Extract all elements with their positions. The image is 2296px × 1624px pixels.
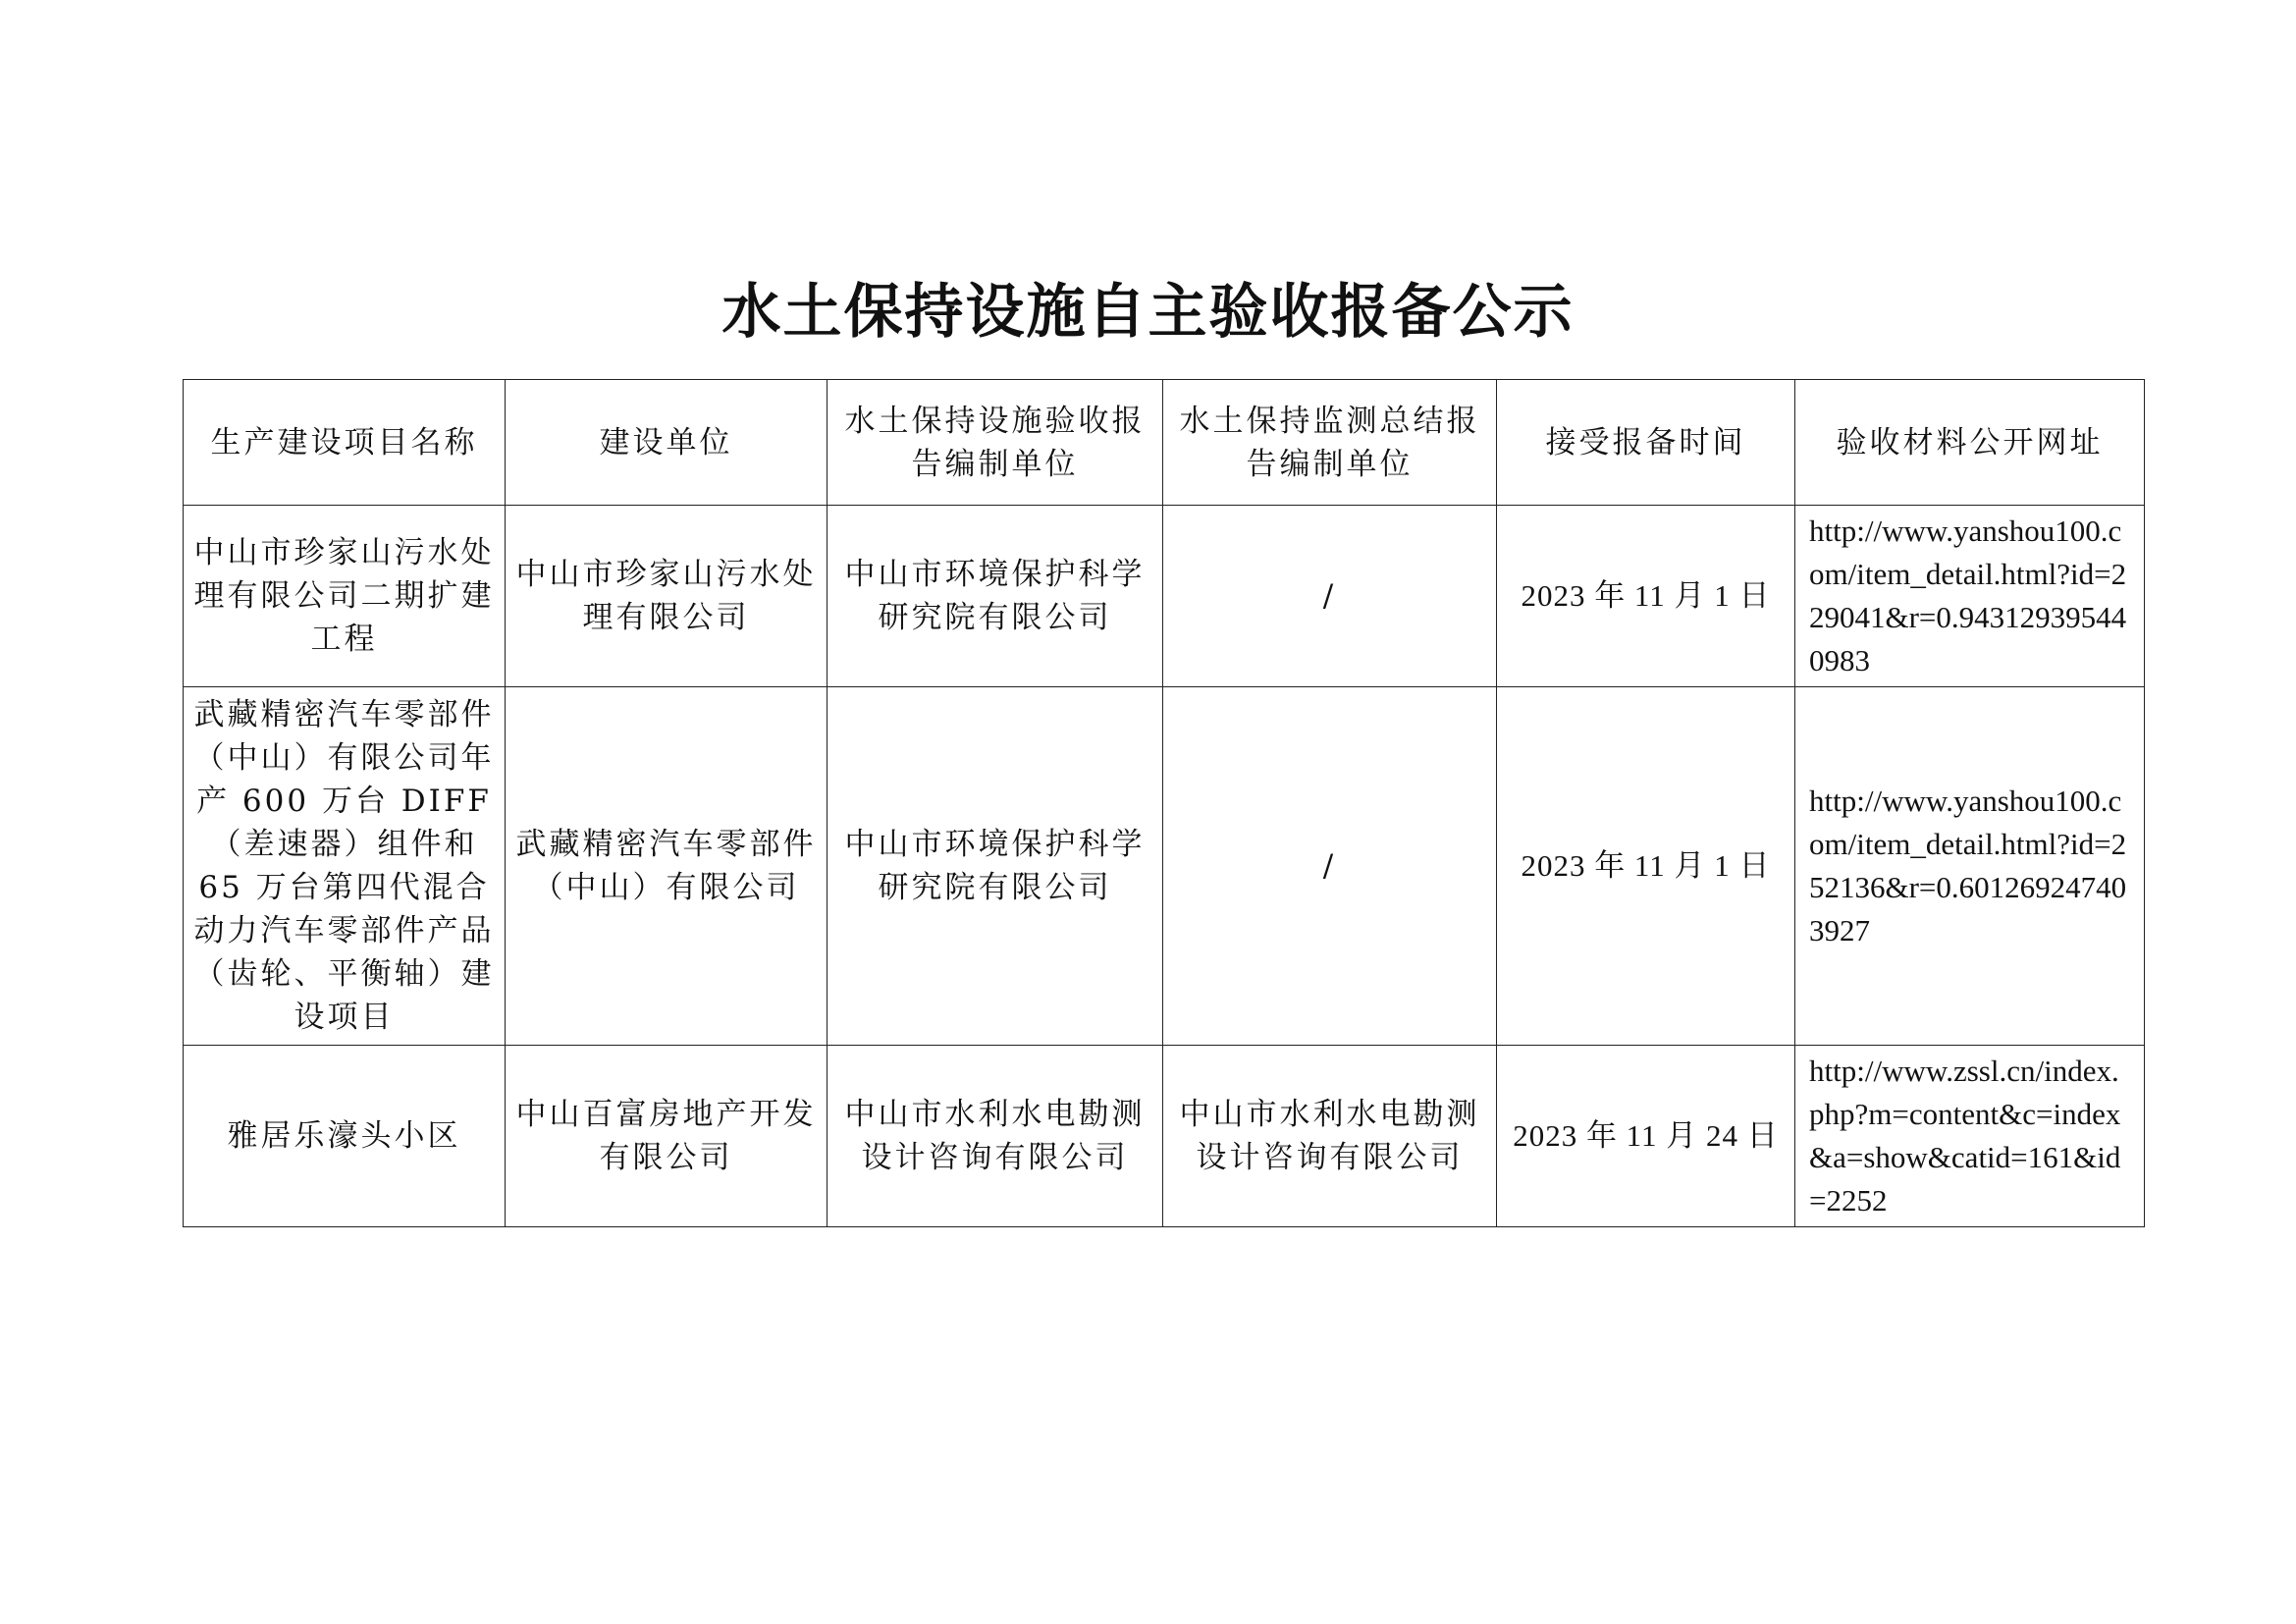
cell-public-url-link[interactable]: http://www.yanshou100.com/item_detail.html?id=229041&r=0.943129395440983 — [1795, 506, 2145, 687]
cell-project-name: 武藏精密汽车零部件（中山）有限公司年产 600 万台 DIFF（差速器）组件和 65 万台第四代混合动力汽车零部件产品（齿轮、平衡轴）建设项目 — [184, 687, 506, 1046]
cell-project-name: 中山市珍家山污水处理有限公司二期扩建工程 — [184, 506, 506, 687]
header-project-name: 生产建设项目名称 — [184, 380, 506, 506]
cell-monitoring-report-unit: 中山市水利水电勘测设计咨询有限公司 — [1163, 1046, 1497, 1227]
header-filing-time: 接受报备时间 — [1497, 380, 1795, 506]
header-builder: 建设单位 — [506, 380, 828, 506]
cell-filing-time: 2023 年 11 月 1 日 — [1497, 687, 1795, 1046]
cell-public-url-link[interactable]: http://www.yanshou100.com/item_detail.html?id=252136&r=0.601269247403927 — [1795, 687, 2145, 1046]
cell-acceptance-report-unit: 中山市环境保护科学研究院有限公司 — [828, 506, 1163, 687]
cell-filing-time: 2023 年 11 月 1 日 — [1497, 506, 1795, 687]
cell-builder: 中山市珍家山污水处理有限公司 — [506, 506, 828, 687]
header-acceptance-report-unit: 水土保持设施验收报告编制单位 — [828, 380, 1163, 506]
cell-builder: 武藏精密汽车零部件（中山）有限公司 — [506, 687, 828, 1046]
cell-public-url-link[interactable]: http://www.zssl.cn/index.php?m=content&c=index&a=show&catid=161&id=2252 — [1795, 1046, 2145, 1227]
table-header-row — [184, 380, 2145, 506]
filing-table — [183, 379, 2145, 1227]
cell-builder: 中山百富房地产开发有限公司 — [506, 1046, 828, 1227]
cell-monitoring-report-unit: / — [1163, 506, 1497, 687]
cell-filing-time: 2023 年 11 月 24 日 — [1497, 1046, 1795, 1227]
cell-monitoring-report-unit: / — [1163, 687, 1497, 1046]
table-row — [184, 1046, 2145, 1227]
header-monitoring-report-unit: 水土保持监测总结报告编制单位 — [1163, 380, 1497, 506]
cell-acceptance-report-unit: 中山市水利水电勘测设计咨询有限公司 — [828, 1046, 1163, 1227]
cell-project-name: 雅居乐濠头小区 — [184, 1046, 506, 1227]
table-row — [184, 687, 2145, 1046]
header-public-url: 验收材料公开网址 — [1795, 380, 2145, 506]
table-row — [184, 506, 2145, 687]
cell-acceptance-report-unit: 中山市环境保护科学研究院有限公司 — [828, 687, 1163, 1046]
page-title: 水土保持设施自主验收报备公示 — [721, 278, 1575, 347]
